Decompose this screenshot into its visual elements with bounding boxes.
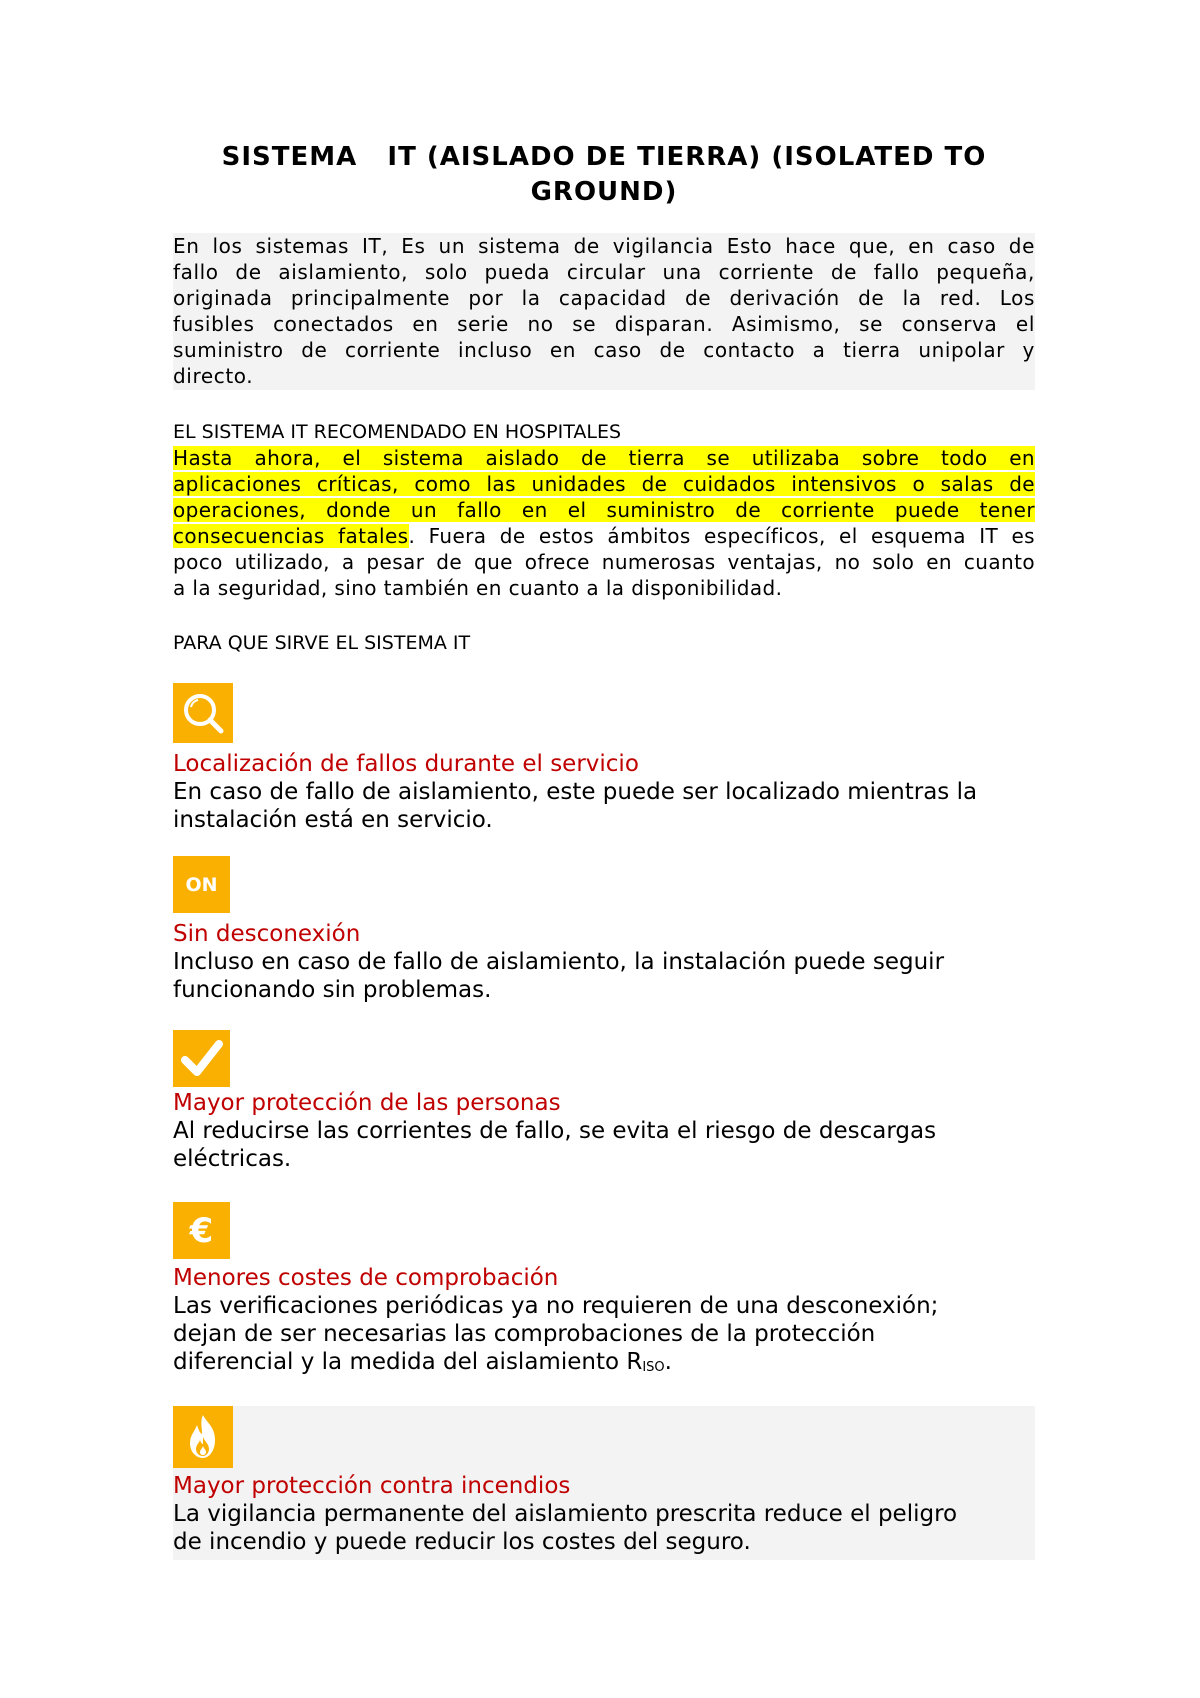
feature-title: Menores costes de comprobación [173, 1265, 559, 1291]
highlighted-text: Hasta ahora, el sistema aislado de tierra se utilizaba sobre todo en [173, 446, 1035, 470]
hospitals-line [173, 497, 1035, 523]
feature-no-disconnection [173, 856, 1035, 1004]
feature-line: dejan de ser necesarias las comprobaciones de la protección [173, 1321, 876, 1347]
intro-line: fusibles conectados en serie no se disparan. Asimismo, se conserva el [173, 312, 1035, 336]
iso-subscript: ISO [642, 1360, 665, 1375]
feature-title: Localización de fallos durante el servicio [173, 751, 639, 777]
feature-title: Sin desconexión [173, 921, 361, 947]
title-line-2: GROUND) [530, 177, 678, 207]
feature-line: Incluso en caso de fallo de aislamiento, la instalación puede seguir [173, 949, 945, 975]
feature-line [173, 1348, 1035, 1382]
feature-text [173, 1500, 1035, 1560]
feature-line: eléctricas. [173, 1146, 292, 1172]
intro-line: originada principalmente por la capacidad de derivación de la red. Los [173, 286, 1035, 310]
intro-paragraph [173, 233, 1035, 390]
magnifier-icon [173, 683, 233, 743]
hospitals-line [173, 523, 1035, 549]
checkmark-icon [173, 1030, 230, 1087]
hospitals-line [173, 445, 1035, 471]
feature-line: instalación está en servicio. [173, 807, 493, 833]
highlighted-text: operaciones, donde un fallo en el suministro de corriente puede tener [173, 498, 1035, 522]
intro-line: fallo de aislamiento, solo pueda circular una corriente de fallo pequeña, [173, 260, 1035, 284]
purpose-heading: PARA QUE SIRVE EL SISTEMA IT [173, 632, 471, 654]
feature-lower-costs [173, 1202, 1035, 1382]
feature-line: Al reducirse las corrientes de fallo, se evita el riesgo de descargas [173, 1118, 937, 1144]
document-title [173, 140, 1035, 210]
highlighted-text: consecuencias fatales [173, 524, 409, 548]
title-line-1: SISTEMA IT (AISLADO DE TIERRA) (ISOLATED TO [221, 142, 987, 172]
feature-text [173, 778, 1035, 834]
feature-title: Mayor protección de las personas [173, 1090, 561, 1116]
hospitals-text: . Fuera de estos ámbitos específicos, el esquema IT es [408, 524, 1036, 548]
feature-line: La vigilancia permanente del aislamiento prescrita reduce el peligro [173, 1501, 958, 1527]
fire-icon [173, 1406, 233, 1468]
feature-line: Las verificaciones periódicas ya no requieren de una desconexión; [173, 1293, 939, 1319]
hospitals-paragraph [173, 445, 1035, 601]
highlighted-text: aplicaciones críticas, como las unidades de cuidados intensivos o salas de [173, 472, 1035, 496]
hospitals-heading: EL SISTEMA IT RECOMENDADO EN HOSPITALES [173, 421, 622, 443]
hospitals-line: a la seguridad, sino también en cuanto a la disponibilidad. [173, 576, 783, 600]
euro-symbol: € [189, 1210, 214, 1251]
hospitals-line: poco utilizado, a pesar de que ofrece numerosas ventajas, no solo en cuanto [173, 550, 1035, 574]
feature-title: Mayor protección contra incendios [173, 1473, 571, 1499]
on-icon-label: ON [185, 873, 218, 896]
feature-text [173, 948, 1035, 1004]
on-icon [173, 856, 230, 913]
feature-line: de incendio y puede reducir los costes del seguro. [173, 1529, 751, 1555]
intro-line: En los sistemas IT, Es un sistema de vigilancia Esto hace que, en caso de [173, 234, 1035, 258]
euro-icon [173, 1202, 230, 1259]
intro-line: directo. [173, 364, 254, 388]
hospitals-line [173, 471, 1035, 497]
feature-fault-location [173, 683, 1035, 834]
feature-fire-protection [173, 1406, 1035, 1560]
feature-text [173, 1292, 1035, 1382]
feature-line-text: diferencial y la medida del aislamiento R [173, 1349, 643, 1375]
feature-line: funcionando sin problemas. [173, 977, 492, 1003]
feature-line-end: . [664, 1349, 672, 1375]
intro-line: suministro de corriente incluso en caso de contacto a tierra unipolar y [173, 338, 1035, 362]
feature-line: En caso de fallo de aislamiento, este puede ser localizado mientras la [173, 779, 978, 805]
feature-text [173, 1117, 1035, 1173]
feature-personal-protection [173, 1030, 1035, 1173]
